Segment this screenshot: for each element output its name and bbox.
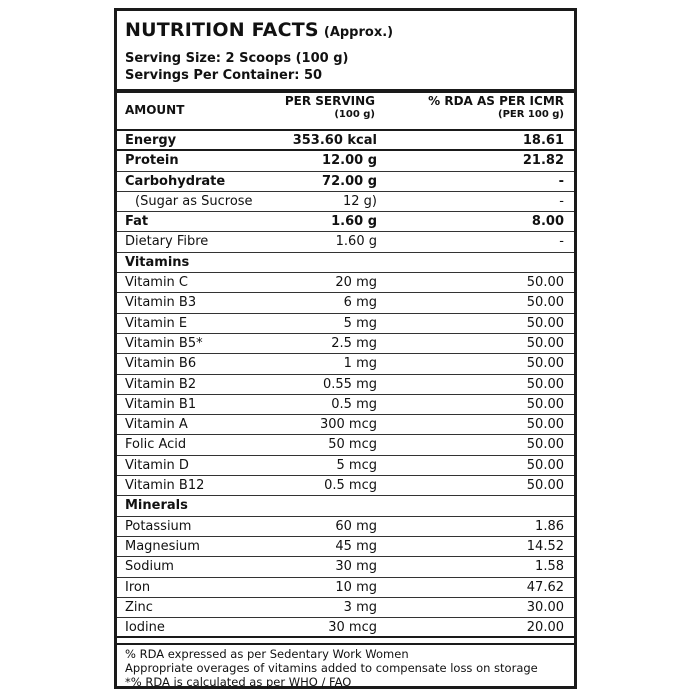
rda-value: 50.00: [526, 295, 564, 311]
rda-value: 50.00: [526, 335, 564, 351]
panel-title: [125, 19, 393, 41]
serving-size: Serving Size: 2 Scoops (100 g): [125, 51, 349, 66]
table-row: [117, 415, 574, 435]
table-row: [117, 212, 574, 232]
table-row: [117, 496, 574, 516]
per-serving-value: 6 mg: [343, 295, 377, 311]
per-serving-value: 5 mcg: [336, 457, 377, 473]
per-serving-value: 2.5 mg: [331, 335, 377, 351]
rda-value: 20.00: [526, 620, 564, 636]
rda-value: -: [559, 193, 564, 209]
table-row: [117, 598, 574, 618]
header-per-serving-sub: (100 g): [334, 109, 375, 120]
nutrient-name: Vitamin E: [125, 315, 188, 331]
nutrient-name: Zinc: [125, 599, 153, 615]
per-serving-value: 5 mg: [343, 315, 377, 331]
nutrient-name: Vitamin B2: [125, 376, 197, 392]
rda-value: 47.62: [526, 579, 564, 595]
rda-value: 50.00: [526, 275, 564, 291]
nutrient-name: Iron: [125, 579, 151, 595]
rda-value: 50.00: [526, 396, 564, 412]
table-row: [117, 314, 574, 334]
nutrient-name: (Sugar as Sucrose: [135, 193, 253, 209]
header-per-serving: [275, 95, 375, 121]
table-row: [117, 375, 574, 395]
rda-value: 1.58: [535, 559, 564, 575]
nutrient-name: Vitamins: [125, 254, 190, 270]
per-serving-value: 12.00 g: [322, 153, 377, 169]
table-header: [125, 93, 566, 129]
per-serving-value: 30 mcg: [328, 620, 377, 636]
table-row: [117, 537, 574, 557]
per-serving-value: 12 g): [343, 193, 377, 209]
per-serving-value: 3 mg: [343, 599, 377, 615]
header-rda-sub: (PER 100 g): [498, 109, 564, 120]
header-rda-label: % RDA AS PER ICMR: [428, 94, 564, 108]
per-serving-value: 300 mcg: [319, 417, 377, 433]
per-serving-value: 10 mg: [335, 579, 377, 595]
rda-value: 50.00: [526, 376, 564, 392]
nutrient-name: Vitamin B5*: [125, 335, 203, 351]
nutrient-name: Sodium: [125, 559, 174, 575]
rda-value: 50.00: [526, 457, 564, 473]
nutrient-table: [117, 131, 574, 638]
nutrient-name: Vitamin A: [125, 417, 188, 433]
rda-value: 14.52: [526, 538, 564, 554]
rda-value: -: [559, 234, 564, 250]
rda-value: 30.00: [526, 599, 564, 615]
nutrient-name: Vitamin B12: [125, 478, 205, 494]
table-row: [117, 456, 574, 476]
per-serving-value: 20 mg: [335, 275, 377, 291]
rda-value: 50.00: [526, 417, 564, 433]
table-row: [117, 131, 574, 151]
table-row: [117, 334, 574, 354]
per-serving-value: 50 mcg: [328, 437, 377, 453]
nutrient-name: Magnesium: [125, 538, 200, 554]
table-row: [117, 151, 574, 171]
title-suffix: (Approx.): [323, 25, 394, 40]
nutrient-name: Vitamin B1: [125, 396, 197, 412]
nutrient-name: Carbohydrate: [125, 173, 226, 189]
table-row: [117, 273, 574, 293]
header-amount: AMOUNT: [125, 103, 185, 117]
table-row: [117, 354, 574, 374]
rda-value: 50.00: [526, 315, 564, 331]
table-row: [117, 395, 574, 415]
table-row: [117, 476, 574, 496]
per-serving-value: 353.60 kcal: [292, 133, 377, 148]
nutrient-name: Folic Acid: [125, 437, 187, 453]
table-row: [117, 517, 574, 537]
table-row: [117, 578, 574, 598]
per-serving-value: 72.00 g: [322, 173, 377, 189]
rda-value: 50.00: [526, 356, 564, 372]
rda-value: -: [558, 173, 564, 189]
nutrient-name: Minerals: [125, 498, 188, 514]
per-serving-value: 60 mg: [335, 518, 377, 534]
footnote-2: Appropriate overages of vitamins added to compensate loss on storage: [125, 661, 538, 675]
per-serving-value: 0.5 mg: [331, 396, 377, 412]
nutrient-name: Potassium: [125, 518, 192, 534]
nutrient-name: Protein: [125, 153, 179, 169]
nutrient-name: Vitamin B3: [125, 295, 197, 311]
table-row: [117, 192, 574, 212]
nutrient-name: Dietary Fibre: [125, 234, 209, 250]
rda-value: 8.00: [531, 214, 564, 230]
per-serving-value: 0.55 mg: [323, 376, 377, 392]
nutrient-name: Fat: [125, 214, 149, 230]
per-serving-value: 30 mg: [335, 559, 377, 575]
nutrient-name: Energy: [125, 133, 177, 148]
footer-rule: [117, 643, 574, 645]
nutrient-name: Vitamin C: [125, 275, 189, 291]
footnote-3: *% RDA is calculated as per WHO / FAO: [125, 675, 352, 689]
table-row: [117, 172, 574, 192]
table-row: [117, 618, 574, 638]
per-serving-value: 45 mg: [335, 538, 377, 554]
rda-value: 21.82: [522, 153, 564, 169]
table-row: [117, 232, 574, 252]
per-serving-value: 0.5 mcg: [324, 478, 377, 494]
servings-per-container: Servings Per Container: 50: [125, 68, 323, 83]
nutrient-name: Vitamin D: [125, 457, 189, 473]
rda-value: 50.00: [526, 437, 564, 453]
nutrition-facts-panel: [114, 8, 577, 689]
rda-value: 50.00: [526, 478, 564, 494]
nutrient-name: Iodine: [125, 620, 165, 636]
title-text: NUTRITION FACTS: [125, 19, 319, 41]
per-serving-value: 1.60 g: [335, 234, 377, 250]
per-serving-value: 1.60 g: [331, 214, 377, 230]
table-row: [117, 253, 574, 273]
header-per-serving-label: PER SERVING: [284, 94, 375, 108]
per-serving-value: 1 mg: [343, 356, 377, 372]
table-row: [117, 435, 574, 455]
table-row: [117, 293, 574, 313]
footnote-1: % RDA expressed as per Sedentary Work Women: [125, 647, 409, 661]
nutrient-name: Vitamin B6: [125, 356, 197, 372]
rda-value: 1.86: [535, 518, 564, 534]
header-rda: [428, 95, 564, 121]
rda-value: 18.61: [522, 133, 564, 148]
table-row: [117, 557, 574, 577]
